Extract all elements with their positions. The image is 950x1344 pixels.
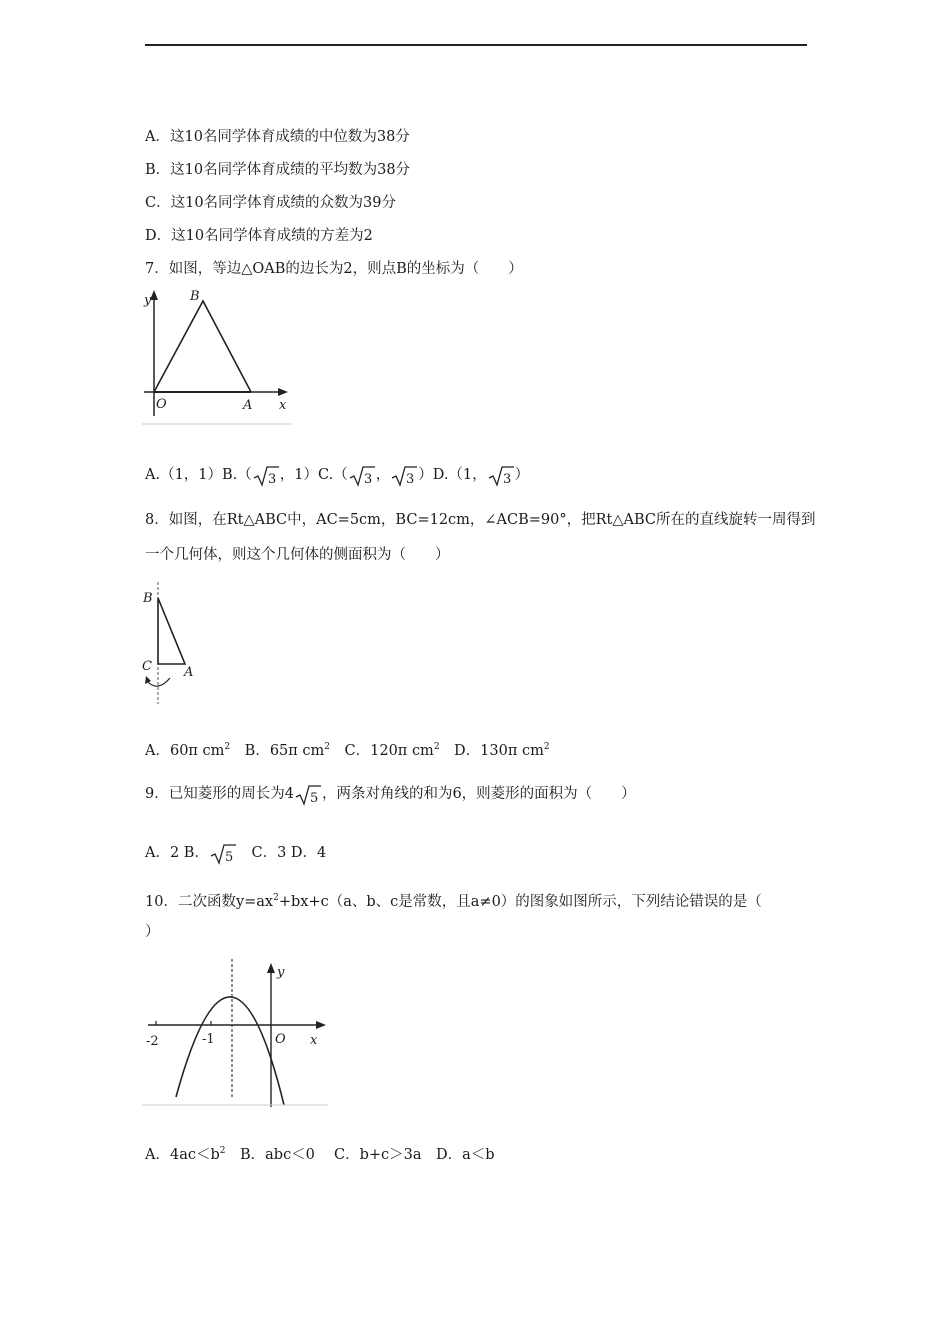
q10-stem-line2: ） bbox=[145, 924, 160, 940]
q10-y-label: y bbox=[277, 965, 285, 980]
q10-parabola-figure bbox=[140, 955, 335, 1114]
svg-text:5: 5 bbox=[309, 791, 319, 806]
svg-text:3: 3 bbox=[502, 472, 511, 487]
q7-o-label: O bbox=[156, 397, 167, 412]
q8-stem-line1: 8．如图，在Rt△ABC中，AC=5cm，BC=12cm，∠ACB=90°，把Rt△ABC所在的直线旋转一周得到 bbox=[145, 512, 816, 528]
q7-x-label: x bbox=[279, 398, 287, 413]
q7-options: A.（1，1）B.（ 3 ，1）C.（ 3 ， 3 ）D.（1， 3 ） bbox=[145, 467, 530, 487]
svg-text:3: 3 bbox=[267, 472, 277, 487]
q6-option-d: D．这10名同学体育成绩的方差为2 bbox=[145, 228, 373, 244]
q8-options: A．60π $cm^2$ B．65π $cm^2$ C．120π $cm^2$ D．130π $cm^2$ bbox=[145, 742, 550, 759]
q6-option-a: A．这10名同学体育成绩的中位数为38分 bbox=[145, 129, 410, 145]
q6-option-b: B．这10名同学体育成绩的平均数为38分 bbox=[145, 162, 411, 178]
sqrt5-symbol bbox=[210, 843, 236, 863]
sqrt3-symbol bbox=[253, 465, 279, 485]
q10-minus2-label: -2 bbox=[146, 1034, 159, 1049]
q7-triangle-figure bbox=[140, 284, 300, 433]
q7-stem: 7．如图，等边△OAB的边长为2，则点B的坐标为（ ） bbox=[145, 261, 523, 277]
q10-stem: 10．二次函数$y=ax^2+bx+c(a$、b、c是常数，且a≠0）的图象如图所示，下列结论错误的是（ bbox=[145, 893, 762, 910]
q10-o-label: O bbox=[275, 1032, 286, 1047]
q7-y-label: y bbox=[144, 293, 152, 308]
q8-c-label: C bbox=[142, 659, 152, 674]
q10-minus1-label: -1 bbox=[202, 1032, 215, 1047]
svg-text:3: 3 bbox=[406, 472, 415, 487]
q10-x-label: x bbox=[310, 1033, 318, 1048]
svg-text:5: 5 bbox=[224, 850, 234, 865]
svg-text:3: 3 bbox=[363, 472, 372, 487]
sqrt3-symbol bbox=[391, 465, 417, 485]
q10-options: A．$4ac<b^2$ B．abc＜0 C．b+c＞3a D．a＜b bbox=[145, 1146, 495, 1163]
q8-a-label: A bbox=[184, 665, 194, 680]
q8-b-label: B bbox=[143, 591, 153, 606]
q9-options: A．2 B． 5 C．3 D．4 bbox=[145, 845, 327, 865]
sqrt3-symbol bbox=[488, 465, 514, 485]
q6-option-c: C．这10名同学体育成绩的众数为39分 bbox=[145, 195, 396, 211]
q7-b-label: B bbox=[190, 289, 200, 304]
q8-triangle-figure bbox=[138, 580, 208, 712]
sqrt5-symbol bbox=[295, 784, 321, 804]
q8-stem-line2: 一个几何体，则这个几何体的侧面积为（ ） bbox=[145, 547, 450, 563]
header-rule bbox=[145, 44, 807, 46]
q9-stem: 9．已知菱形的周长为4 5 ，两条对角线的和为6，则菱形的面积为（ ） bbox=[145, 786, 636, 806]
q7-a-label: A bbox=[243, 398, 253, 413]
sqrt3-symbol bbox=[349, 465, 375, 485]
